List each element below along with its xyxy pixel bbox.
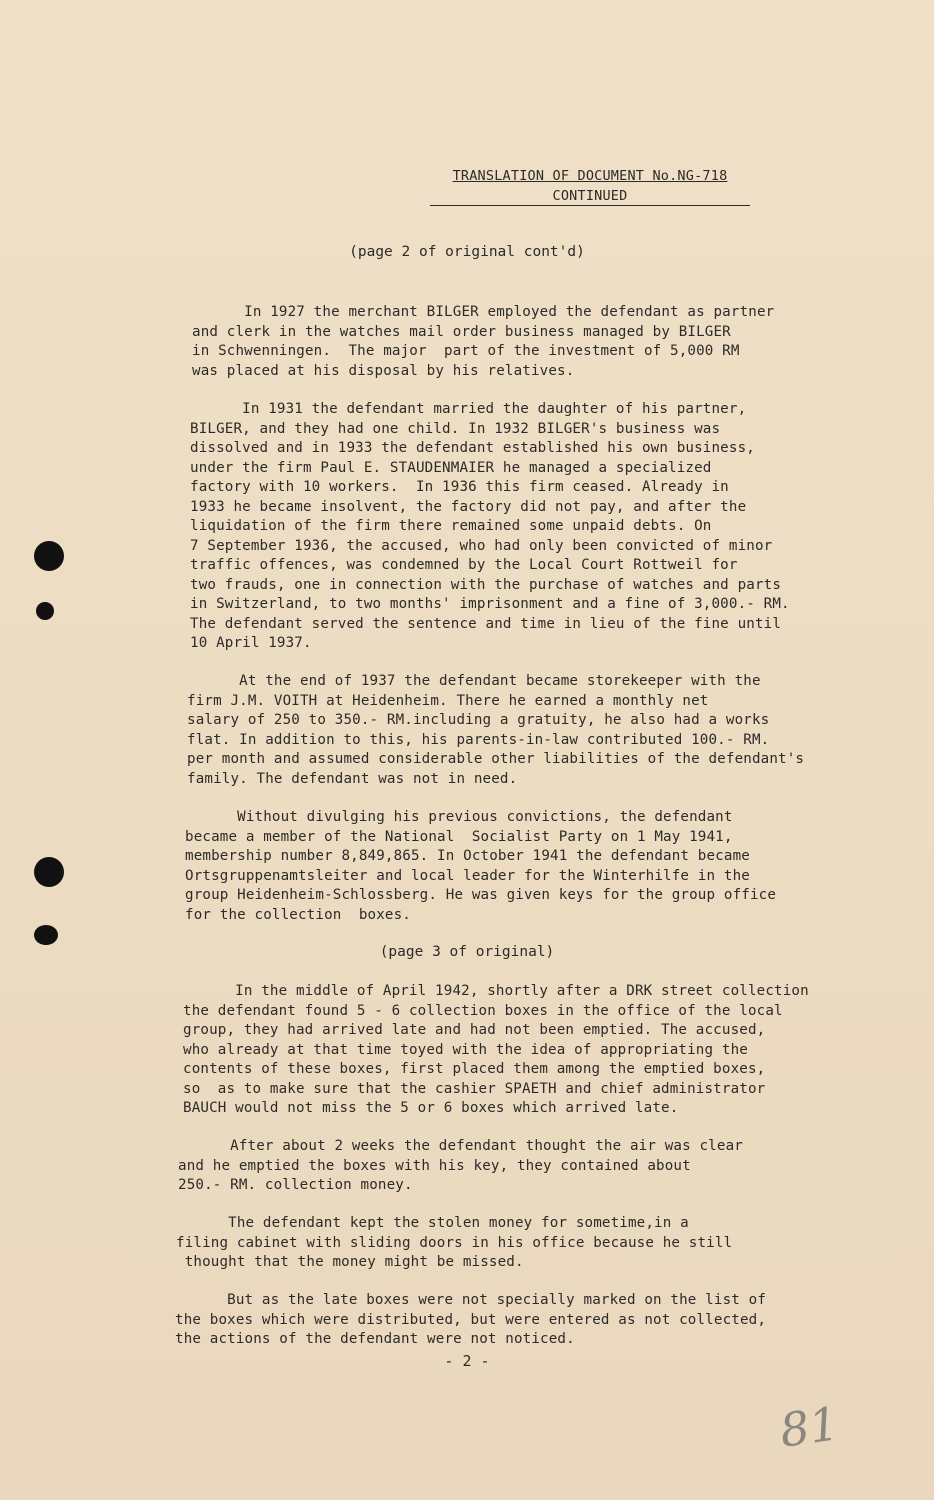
document-title: TRANSLATION OF DOCUMENT No.NG-718 <box>452 168 728 184</box>
page-number: - 2 - <box>444 1352 490 1370</box>
page-3-note: (page 3 of original) <box>379 944 555 960</box>
punch-hole-1 <box>34 541 64 571</box>
document-subtitle: CONTINUED <box>552 188 628 204</box>
punch-hole-4 <box>34 925 58 945</box>
paragraph-2: In 1931 the defendant married the daughter of his partner, BILGER, and they had one child. In 1932 BILGER's business was dissolved and in 1933 the defendant established his own business, under the firm Paul E. STAUDENMAIER he managed a specialized factory with 10 workers. In 1936 this firm ceased. Already in 1933 he became insolvent, the factory did not pay, and after the liquidation of the firm there remained some unpaid debts. On 7 September 1936, the accused, who had only been convicted of minor traffic offences, was condemned by the Local Court Rottweil for two frauds, one in connection with the purchase of watches and parts in Switzerland, to two months' imprisonment and a fine of 3,000.- RM. The defendant served the sentence and time in lieu of the fine until 10 April 1937. <box>190 401 790 651</box>
paragraph-7: The defendant kept the stolen money for sometime,in a filing cabinet with sliding doors in his office because he still thought that the money might be missed. <box>176 1215 733 1270</box>
document-header <box>432 166 748 206</box>
punch-hole-2 <box>36 602 54 620</box>
paragraph-3: At the end of 1937 the defendant became storekeeper with the firm J.M. VOITH at Heidenheim. There he earned a monthly net salary of 250 to 350.- RM.including a gratuity, he also had a works flat. In addition to this, his parents-in-law contributed 100.- RM. per month and assumed considerable other liabilities of the defendant's family. The defendant was not in need. <box>187 673 805 787</box>
punch-hole-3 <box>34 857 64 887</box>
paragraph-4: Without divulging his previous convictions, the defendant became a member of the National Socialist Party on 1 May 1941, membership number 8,849,865. In October 1941 the defendant became Ortsgruppenamtsleiter and local leader for the Winterhilfe in the group Heidenheim-Schlossberg. He was given keys for the group office for the collection boxes. <box>185 809 777 923</box>
handwritten-folio-mark: 81 <box>776 1396 843 1458</box>
page-2-continued-note: (page 2 of original cont'd) <box>349 244 585 260</box>
paragraph-1: In 1927 the merchant BILGER employed the defendant as partner and clerk in the watches mail order business managed by BILGER in Schwenningen. The major part of the investment of 5,000 RM was placed at his disposal by his relatives. <box>192 304 775 379</box>
paragraph-5: In the middle of April 1942, shortly after a DRK street collection the defendant found 5 - 6 collection boxes in the office of the local group, they had arrived late and had not been emptied. The accused, who already at that time toyed with the idea of appropriating the contents of these boxes, first placed them among the emptied boxes, so as to make sure that the cashier SPAETH and chief administrator BAUCH would not miss the 5 or 6 boxes which arrived late. <box>183 983 809 1116</box>
paragraph-6: After about 2 weeks the defendant thought the air was clear and he emptied the boxes with his key, they contained about 250.- RM. collection money. <box>178 1138 743 1193</box>
header-underline <box>430 205 750 206</box>
paragraph-8: But as the late boxes were not specially marked on the list of the boxes which were distributed, but were entered as not collected, the actions of the defendant were not noticed. <box>175 1292 767 1347</box>
